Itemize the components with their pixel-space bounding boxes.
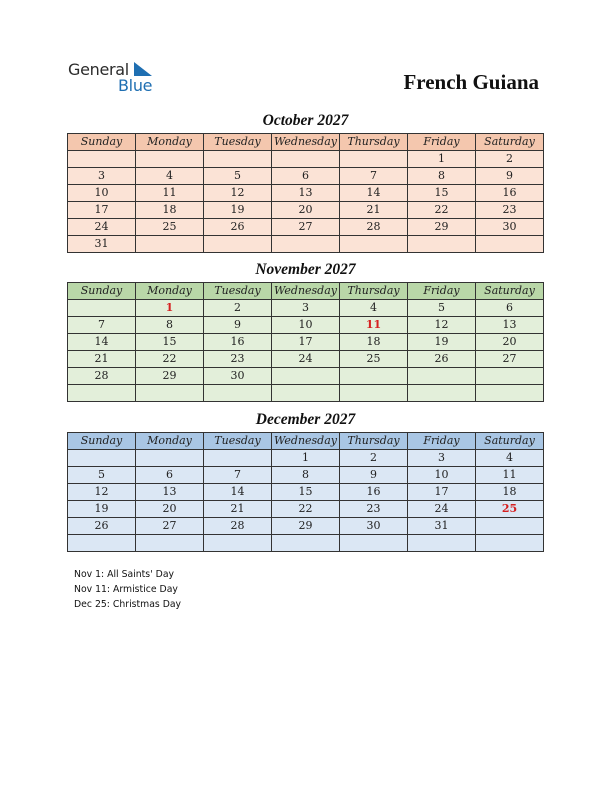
day-cell: 19 <box>408 334 476 351</box>
week-row <box>68 168 544 185</box>
day-cell <box>340 151 408 168</box>
day-cell: 16 <box>340 484 408 501</box>
day-cell <box>272 151 340 168</box>
day-cell: 27 <box>136 518 204 535</box>
weekday-header: Tuesday <box>204 433 272 450</box>
day-cell: 6 <box>476 300 544 317</box>
day-cell: 6 <box>136 467 204 484</box>
day-cell <box>476 535 544 552</box>
day-cell: 25 <box>340 351 408 368</box>
day-cell: 16 <box>204 334 272 351</box>
weekday-header: Sunday <box>68 134 136 151</box>
day-cell: 5 <box>68 467 136 484</box>
day-cell: 21 <box>204 501 272 518</box>
day-cell <box>204 151 272 168</box>
weekday-header: Friday <box>408 433 476 450</box>
day-cell: 23 <box>204 351 272 368</box>
holiday-note: Nov 11: Armistice Day <box>74 584 178 595</box>
day-cell: 16 <box>476 185 544 202</box>
weekday-header: Monday <box>136 283 204 300</box>
month-calendar-grid <box>67 432 544 552</box>
day-cell: 1 <box>272 450 340 467</box>
day-cell <box>272 385 340 402</box>
day-cell: 12 <box>68 484 136 501</box>
day-cell <box>476 385 544 402</box>
day-cell: 4 <box>340 300 408 317</box>
brand-name-general: General <box>68 60 129 79</box>
weekday-header: Sunday <box>68 283 136 300</box>
day-cell: 24 <box>272 351 340 368</box>
day-cell <box>136 535 204 552</box>
day-cell: 4 <box>476 450 544 467</box>
day-cell: 26 <box>68 518 136 535</box>
day-cell <box>68 535 136 552</box>
day-cell: 27 <box>476 351 544 368</box>
day-cell: 30 <box>476 219 544 236</box>
day-cell: 7 <box>340 168 408 185</box>
day-cell: 24 <box>68 219 136 236</box>
day-cell: 28 <box>340 219 408 236</box>
day-cell: 20 <box>136 501 204 518</box>
day-cell: 6 <box>272 168 340 185</box>
day-cell: 9 <box>476 168 544 185</box>
day-cell: 12 <box>408 317 476 334</box>
day-cell <box>68 300 136 317</box>
month-title: October 2027 <box>262 112 349 129</box>
day-cell: 19 <box>68 501 136 518</box>
brand-logo <box>68 60 158 100</box>
day-cell: 17 <box>68 202 136 219</box>
weekday-header: Tuesday <box>204 283 272 300</box>
day-cell: 10 <box>272 317 340 334</box>
day-cell: 21 <box>68 351 136 368</box>
month-calendar-grid <box>67 133 544 253</box>
day-cell: 30 <box>204 368 272 385</box>
day-cell <box>204 236 272 253</box>
weekday-header-row <box>68 283 544 300</box>
day-cell: 26 <box>408 351 476 368</box>
day-cell: 11 <box>136 185 204 202</box>
weekday-header-row <box>68 134 544 151</box>
holiday-note: Nov 1: All Saints' Day <box>74 569 175 580</box>
day-cell: 2 <box>340 450 408 467</box>
weekday-header: Monday <box>136 433 204 450</box>
weekday-header: Wednesday <box>272 134 340 151</box>
weekday-header: Sunday <box>68 433 136 450</box>
day-cell: 12 <box>204 185 272 202</box>
day-cell <box>340 236 408 253</box>
week-row <box>68 202 544 219</box>
day-cell: 2 <box>204 300 272 317</box>
day-cell: 15 <box>408 185 476 202</box>
day-cell: 1 <box>408 151 476 168</box>
day-cell: 31 <box>408 518 476 535</box>
weekday-header-row <box>68 433 544 450</box>
day-cell <box>68 450 136 467</box>
day-cell: 11 <box>476 467 544 484</box>
day-cell <box>408 535 476 552</box>
day-cell <box>68 151 136 168</box>
day-cell <box>136 385 204 402</box>
day-cell: 26 <box>204 219 272 236</box>
week-row <box>68 467 544 484</box>
day-cell <box>136 151 204 168</box>
day-cell: 29 <box>272 518 340 535</box>
day-cell: 29 <box>136 368 204 385</box>
day-cell: 11 <box>340 317 408 334</box>
week-row <box>68 484 544 501</box>
day-cell: 18 <box>476 484 544 501</box>
week-row <box>68 151 544 168</box>
day-cell: 27 <box>272 219 340 236</box>
week-row <box>68 236 544 253</box>
day-cell: 8 <box>136 317 204 334</box>
day-cell <box>476 236 544 253</box>
day-cell: 5 <box>204 168 272 185</box>
week-row <box>68 334 544 351</box>
day-cell: 22 <box>136 351 204 368</box>
day-cell: 29 <box>408 219 476 236</box>
day-cell: 28 <box>68 368 136 385</box>
day-cell: 9 <box>204 317 272 334</box>
weekday-header: Wednesday <box>272 283 340 300</box>
day-cell: 13 <box>136 484 204 501</box>
day-cell: 18 <box>340 334 408 351</box>
day-cell <box>68 385 136 402</box>
day-cell <box>340 385 408 402</box>
day-cell: 22 <box>272 501 340 518</box>
weekday-header: Saturday <box>476 283 544 300</box>
day-cell <box>476 518 544 535</box>
day-cell: 3 <box>272 300 340 317</box>
week-row <box>68 501 544 518</box>
day-cell: 13 <box>476 317 544 334</box>
weekday-header: Thursday <box>340 283 408 300</box>
day-cell: 25 <box>476 501 544 518</box>
month-calendar-grid <box>67 282 544 402</box>
day-cell: 18 <box>136 202 204 219</box>
holiday-note: Dec 25: Christmas Day <box>74 599 182 610</box>
day-cell: 21 <box>340 202 408 219</box>
weekday-header: Saturday <box>476 134 544 151</box>
day-cell: 3 <box>408 450 476 467</box>
day-cell: 22 <box>408 202 476 219</box>
weekday-header: Tuesday <box>204 134 272 151</box>
day-cell: 25 <box>136 219 204 236</box>
day-cell <box>136 236 204 253</box>
day-cell: 1 <box>136 300 204 317</box>
day-cell: 7 <box>68 317 136 334</box>
day-cell: 20 <box>476 334 544 351</box>
week-row <box>68 317 544 334</box>
day-cell: 28 <box>204 518 272 535</box>
weekday-header: Thursday <box>340 134 408 151</box>
day-cell: 5 <box>408 300 476 317</box>
weekday-header: Monday <box>136 134 204 151</box>
month-title: December 2027 <box>255 411 356 428</box>
day-cell: 4 <box>136 168 204 185</box>
day-cell: 15 <box>136 334 204 351</box>
month-title: November 2027 <box>255 261 356 278</box>
day-cell: 31 <box>68 236 136 253</box>
brand-name-blue: Blue <box>118 76 153 95</box>
day-cell: 14 <box>68 334 136 351</box>
day-cell <box>340 368 408 385</box>
week-row <box>68 219 544 236</box>
day-cell: 30 <box>340 518 408 535</box>
country-title: French Guiana <box>403 70 539 94</box>
day-cell <box>204 385 272 402</box>
day-cell <box>136 450 204 467</box>
day-cell: 2 <box>476 151 544 168</box>
week-row <box>68 385 544 402</box>
holiday-notes <box>74 567 181 612</box>
day-cell <box>204 535 272 552</box>
week-row <box>68 351 544 368</box>
weekday-header: Saturday <box>476 433 544 450</box>
weekday-header: Friday <box>408 283 476 300</box>
day-cell: 3 <box>68 168 136 185</box>
day-cell <box>272 236 340 253</box>
weekday-header: Friday <box>408 134 476 151</box>
day-cell: 17 <box>272 334 340 351</box>
day-cell: 9 <box>340 467 408 484</box>
week-row <box>68 368 544 385</box>
day-cell <box>408 236 476 253</box>
day-cell <box>272 535 340 552</box>
day-cell: 15 <box>272 484 340 501</box>
week-row <box>68 185 544 202</box>
day-cell <box>340 535 408 552</box>
day-cell: 10 <box>408 467 476 484</box>
day-cell <box>272 368 340 385</box>
day-cell: 20 <box>272 202 340 219</box>
day-cell <box>408 368 476 385</box>
weekday-header: Thursday <box>340 433 408 450</box>
day-cell: 8 <box>408 168 476 185</box>
weekday-header: Wednesday <box>272 433 340 450</box>
day-cell: 19 <box>204 202 272 219</box>
week-row <box>68 518 544 535</box>
day-cell: 14 <box>340 185 408 202</box>
week-row <box>68 450 544 467</box>
day-cell: 14 <box>204 484 272 501</box>
day-cell <box>476 368 544 385</box>
day-cell <box>408 385 476 402</box>
day-cell: 23 <box>476 202 544 219</box>
day-cell: 10 <box>68 185 136 202</box>
day-cell: 8 <box>272 467 340 484</box>
day-cell: 7 <box>204 467 272 484</box>
day-cell: 23 <box>340 501 408 518</box>
week-row <box>68 535 544 552</box>
day-cell: 13 <box>272 185 340 202</box>
week-row <box>68 300 544 317</box>
day-cell: 24 <box>408 501 476 518</box>
day-cell: 17 <box>408 484 476 501</box>
day-cell <box>204 450 272 467</box>
